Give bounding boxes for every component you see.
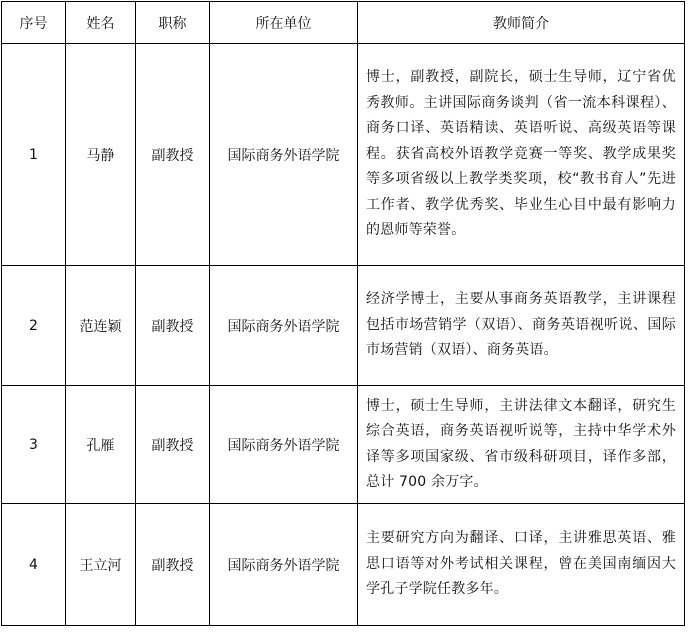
- header-name: 姓名: [66, 2, 136, 44]
- cell-intro: 经济学博士，主要从事商务英语教学，主讲课程包括市场营销学（双语）、商务英语视听说、国际市场营销（双语）、商务英语。: [358, 266, 685, 386]
- table-row: [2, 386, 685, 504]
- cell-name: 范连颖: [66, 266, 136, 386]
- cell-title: 副教授: [136, 266, 210, 386]
- cell-no: 3: [2, 386, 66, 504]
- cell-unit: 国际商务外语学院: [210, 266, 358, 386]
- table-row: [2, 44, 685, 266]
- cell-name: 马静: [66, 44, 136, 266]
- cell-intro: 主要研究方向为翻译、口译，主讲雅思英语、雅思口语等对外考试相关课程，曾在美国南缅因大学孔子学院任教多年。: [358, 504, 685, 626]
- cell-name: 孔雁: [66, 386, 136, 504]
- cell-unit: 国际商务外语学院: [210, 386, 358, 504]
- cell-title: 副教授: [136, 386, 210, 504]
- cell-title: 副教授: [136, 504, 210, 626]
- cell-no: 4: [2, 504, 66, 626]
- cell-title: 副教授: [136, 44, 210, 266]
- cell-unit: 国际商务外语学院: [210, 504, 358, 626]
- header-unit: 所在单位: [210, 2, 358, 44]
- cell-name: 王立河: [66, 504, 136, 626]
- cell-no: 1: [2, 44, 66, 266]
- header-intro: 教师简介: [358, 2, 685, 44]
- cell-intro: 博士，硕士生导师，主讲法律文本翻译，研究生综合英语，商务英语视听说等，主持中华学术外译等多项国家级、省市级科研项目，译作多部，总计 700 余万字。: [358, 386, 685, 504]
- cell-no: 2: [2, 266, 66, 386]
- header-row: [2, 2, 685, 44]
- cell-intro: 博士，副教授，副院长，硕士生导师，辽宁省优秀教师。主讲国际商务谈判（省一流本科课程）、商务口译、英语精读、英语听说、高级英语等课程。获省高校外语教学竞赛一等奖、教学成果奖等多项省级以上教学类奖项，校“教书育人”先进工作者、教学优秀奖、毕业生心目中最有影响力的恩师等荣誉。: [358, 44, 685, 266]
- teacher-table: [1, 1, 685, 626]
- header-no: 序号: [2, 2, 66, 44]
- table-row: [2, 504, 685, 626]
- header-title: 职称: [136, 2, 210, 44]
- table-row: [2, 266, 685, 386]
- cell-unit: 国际商务外语学院: [210, 44, 358, 266]
